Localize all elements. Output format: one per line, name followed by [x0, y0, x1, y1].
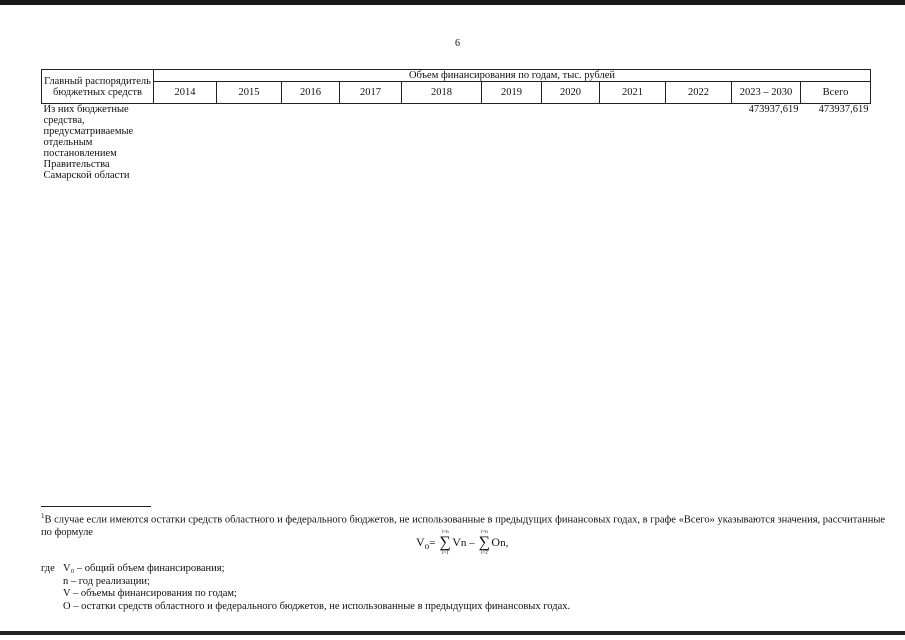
- header-year: 2016: [282, 82, 340, 104]
- row-total: 473937,619: [818, 104, 869, 115]
- row-value: [600, 104, 666, 182]
- header-year: 2014: [154, 82, 217, 104]
- sum-lower-limit: i=2: [481, 551, 488, 557]
- footnote-mark: 1: [41, 512, 45, 520]
- sum-lower-limit: i=1: [441, 551, 449, 557]
- row-value: 473937,619: [748, 104, 799, 115]
- header-budget-manager: Главный распорядитель бюджетных средств: [42, 70, 154, 104]
- header-total: Всего: [801, 82, 871, 104]
- scan-bottom-border: [0, 631, 905, 635]
- row-value: [217, 104, 282, 182]
- header-year: 2020: [542, 82, 600, 104]
- row-value: [282, 104, 340, 182]
- table-header-row-1: [42, 70, 871, 82]
- formula-term-v: V: [452, 535, 461, 549]
- row-value: [666, 104, 732, 182]
- page-number: 6: [455, 38, 460, 49]
- formula-legend: [41, 563, 570, 613]
- row-value: [482, 104, 542, 182]
- formula-eq: =: [429, 537, 436, 549]
- scan-top-border: [0, 0, 905, 5]
- financing-table: [41, 69, 871, 181]
- header-year-range: 2023 – 2030: [732, 82, 801, 104]
- footnote-separator: [41, 506, 151, 507]
- sum-symbol: i=n ∑ i=2: [478, 530, 491, 557]
- header-year: 2019: [482, 82, 542, 104]
- formula-term-o-sub: n: [500, 537, 506, 549]
- row-label: Из них бюджетные средства, предусматриваемые отдельным постановлением Правительства Самарской области: [43, 104, 134, 181]
- row-value: [340, 104, 402, 182]
- sum-upper-limit: i=n: [481, 530, 488, 536]
- legend-item: V₀ – общий объем финансирования;: [63, 563, 225, 574]
- row-value: [402, 104, 482, 182]
- table-header-row-2: [42, 82, 871, 104]
- legend-where: где: [41, 563, 55, 574]
- formula-end: ,: [505, 537, 509, 549]
- header-year: 2022: [666, 82, 732, 104]
- formula: [416, 530, 509, 557]
- header-year: 2021: [600, 82, 666, 104]
- footnote-text: В случае если имеются остатки средств областного и федерального бюджетов, не использованные в предыдущих финансовых годах, в графе «Всего» указываются значения, рассчитанные по формуле: [41, 514, 886, 538]
- formula-minus: –: [469, 537, 475, 549]
- legend-item: V – объемы финансирования по годам;: [63, 588, 237, 599]
- formula-term-v-sub: n: [460, 537, 467, 549]
- table-row: [42, 104, 871, 182]
- legend-item: O – остатки средств областного и федерального бюджетов, не использованные в предыдущих финансовых годах.: [63, 600, 571, 612]
- row-value: [542, 104, 600, 182]
- sum-symbol: i=n ∑ i=1: [439, 530, 451, 557]
- legend-item: n – год реализации;: [63, 575, 150, 587]
- formula-term-o: O: [491, 535, 501, 549]
- header-year: 2015: [217, 82, 282, 104]
- sum-upper-limit: i=n: [441, 530, 449, 536]
- formula-lhs-sub: o: [424, 541, 430, 552]
- formula-lhs: V: [416, 535, 425, 549]
- header-financing-group: Объем финансирования по годам, тыс. рублей: [154, 70, 871, 82]
- row-value: [154, 104, 217, 182]
- header-year: 2017: [340, 82, 402, 104]
- header-year: 2018: [402, 82, 482, 104]
